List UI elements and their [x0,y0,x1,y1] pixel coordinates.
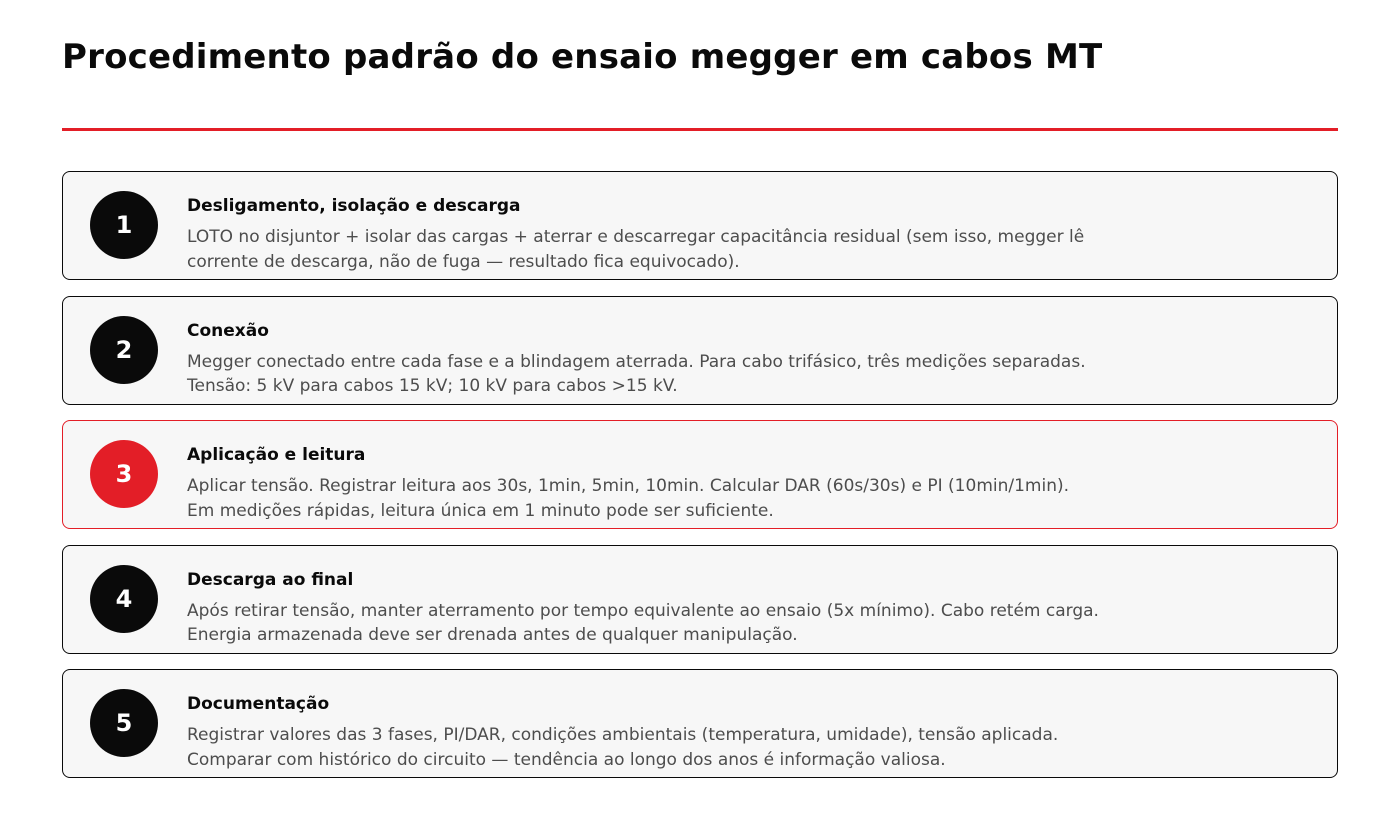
step-card [62,545,1338,654]
step-title: Desligamento, isolação e descarga [187,196,521,216]
step-number-badge: 1 [90,191,158,259]
step-number-badge: 3 [90,440,158,508]
step-description [187,225,1084,274]
step-description-line: Após retirar tensão, manter aterramento por tempo equivalente ao ensaio (5x mínimo). Cabo retém carga. [187,600,1099,621]
step-card [62,296,1338,405]
step-number-badge: 2 [90,316,158,384]
step-description-line: Registrar valores das 3 fases, PI/DAR, condições ambientais (temperatura, umidade), tensão aplicada. [187,725,1059,745]
step-title: Descarga ao final [187,569,354,590]
step-card [62,171,1338,280]
step-card [62,669,1338,778]
step-card-highlighted [62,420,1338,529]
step-number-badge: 4 [90,565,158,633]
step-description-line: LOTO no disjuntor + isolar das cargas + aterrar e descarregar capacitância residual (sem isso, megger lê [187,227,1085,247]
step-description [187,350,1086,399]
step-description [187,474,1069,523]
step-description-line: Tensão: 5 kV para cabos 15 kV; 10 kV para cabos >15 kV. [187,376,678,396]
step-number-badge: 5 [90,689,158,757]
step-description-line: Comparar com histórico do circuito — tendência ao longo dos anos é informação valiosa. [187,749,946,770]
step-description [187,723,1058,772]
page-title: Procedimento padrão do ensaio megger em cabos MT [62,37,1103,77]
step-description-line: Energia armazenada deve ser drenada antes de qualquer manipulação. [187,625,798,645]
step-title: Documentação [187,694,330,714]
step-title: Aplicação e leitura [187,445,366,465]
step-description-line: Em medições rápidas, leitura única em 1 minuto pode ser suficiente. [187,500,774,521]
step-title: Conexão [187,320,269,341]
step-description-line: corrente de descarga, não de fuga — resultado fica equivocado). [187,251,740,272]
step-description [187,599,1099,648]
step-description-line: Megger conectado entre cada fase e a blindagem aterrada. Para cabo trifásico, três medições separadas. [187,351,1086,372]
step-description-line: Aplicar tensão. Registrar leitura aos 30s, 1min, 5min, 10min. Calcular DAR (60s/30s) e PI (10min/1min). [187,476,1070,496]
title-divider [62,128,1338,131]
steps-list [62,171,1338,794]
